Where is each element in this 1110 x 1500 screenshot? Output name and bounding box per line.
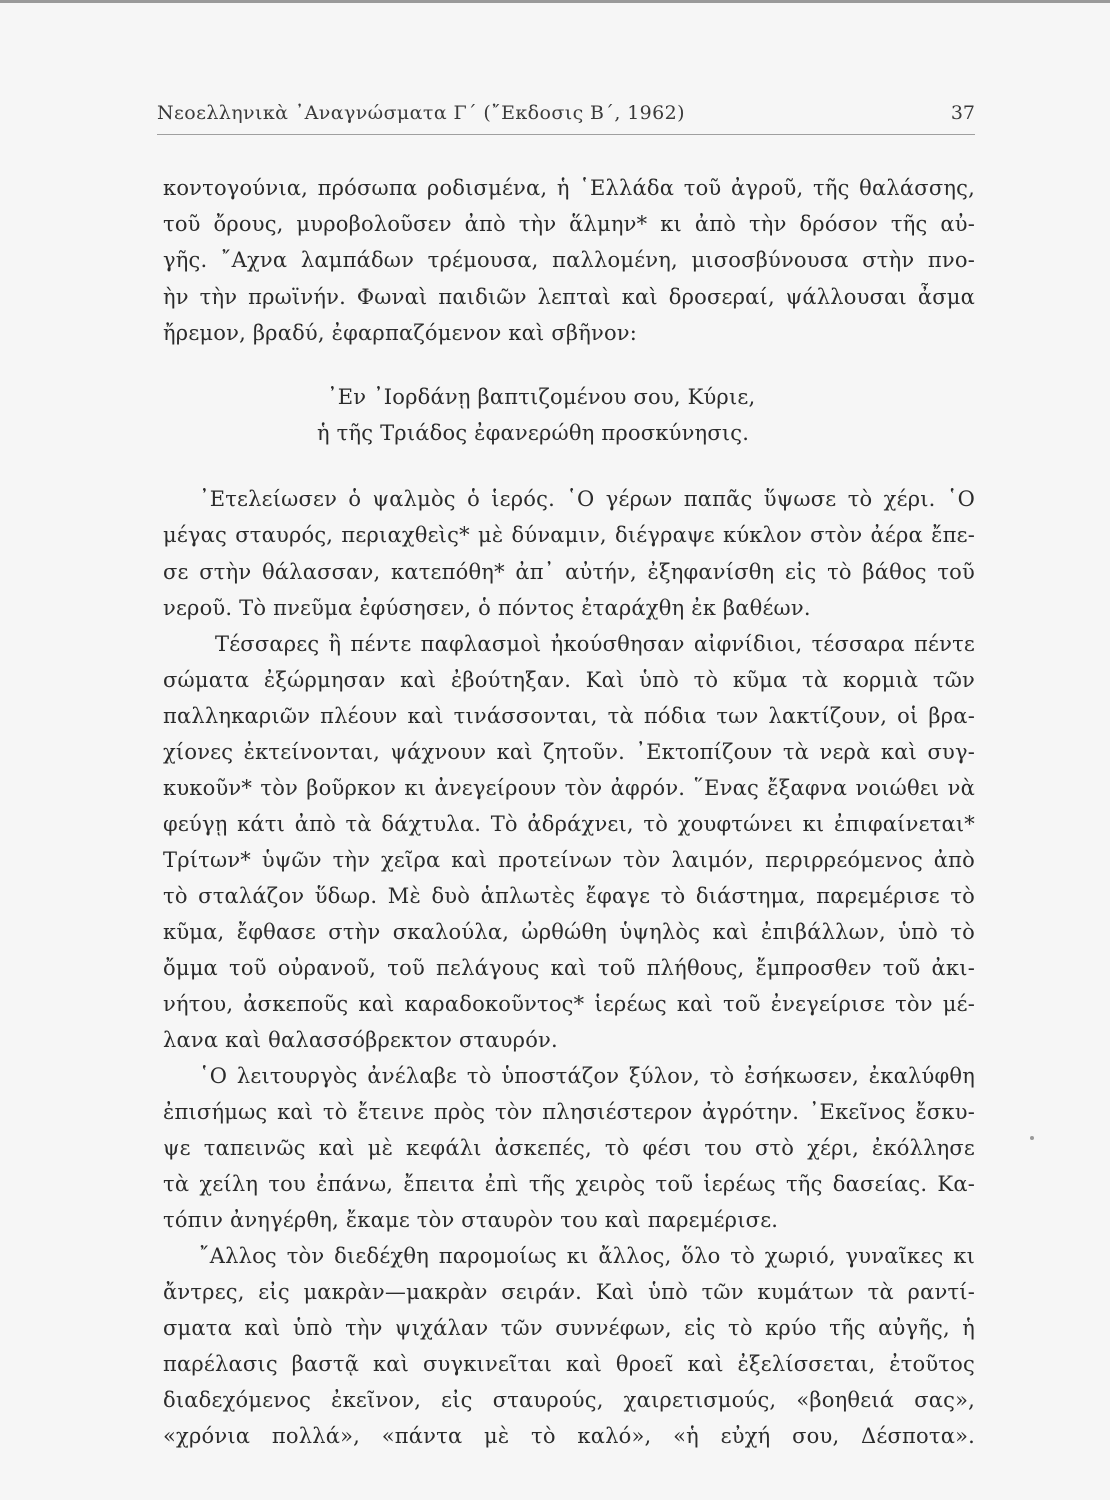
text-line: ἐπισήμως καὶ τὸ ἔτεινε πρὸς τὸν πλησιέστερον ἀγρότην. ᾿Εκεῖνος ἔσκυ- <box>163 1100 975 1124</box>
text-line: Τέσσαρες ἢ πέντε παφλασμοὶ ἠκούσθησαν αἰφνίδιοι, τέσσαρα πέντε <box>215 632 975 656</box>
text-line: ψε ταπεινῶς καὶ μὲ κεφάλι ἀσκεπές, τὸ φέσι του στὸ χέρι, ἐκόλλησε <box>163 1136 975 1160</box>
text-line: τὸ σταλάζον ὕδωρ. Μὲ δυὸ ἁπλωτὲς ἔφαγε τὸ διάστημα, παρεμέρισε τὸ <box>163 884 975 908</box>
text-line: κοντογούνια, πρόσωπα ροδισμένα, ἡ ῾Ελλάδα τοῦ ἀγροῦ, τῆς θαλάσσης, <box>163 176 975 200</box>
text-line: νεροῦ. Τὸ πνεῦμα ἐφύσησεν, ὁ πόντος ἐταράχθη ἐκ βαθέων. <box>163 596 811 620</box>
text-line: νήτου, ἀσκεποῦς καὶ καραδοκοῦντος* ἱερέως καὶ τοῦ ἐνεγείρισε τὸν μέ- <box>163 992 975 1016</box>
text-line: λανα καὶ θαλασσόβρεκτον σταυρόν. <box>163 1028 558 1052</box>
text-line: τὰ χείλη του ἐπάνω, ἔπειτα ἐπὶ τῆς χειρὸς τοῦ ἱερέως τῆς δασείας. Κα- <box>163 1172 975 1196</box>
text-line: ῎Αλλος τὸν διεδέχθη παρομοίως κι ἄλλος, ὅλο τὸ χωριό, γυναῖκες κι <box>199 1244 975 1268</box>
text-line: σώματα ἐξώρμησαν καὶ ἐβούτηξαν. Καὶ ὑπὸ τὸ κῦμα τὰ κορμιὰ τῶν <box>163 668 975 692</box>
text-line: σε στὴν θάλασσαν, κατεπόθη* ἀπ᾿ αὐτήν, ἐξηφανίσθη εἰς τὸ βάθος τοῦ <box>163 560 975 584</box>
text-line: σματα καὶ ὑπὸ τὴν ψιχάλαν τῶν συννέφων, εἰς τὸ κρύο τῆς αὐγῆς, ἡ <box>163 1316 975 1340</box>
text-line: διαδεχόμενος ἐκεῖνον, εἰς σταυρούς, χαιρετισμούς, «βοηθειά σας», <box>163 1388 975 1412</box>
text-line: παλληκαριῶν πλέουν καὶ τινάσσονται, τὰ πόδια των λακτίζουν, οἱ βρα- <box>163 704 975 728</box>
text-line: ὄμμα τοῦ οὐρανοῦ, τοῦ πελάγους καὶ τοῦ πλήθους, ἔμπροσθεν τοῦ ἀκι- <box>163 956 975 980</box>
text-line: κυκοῦν* τὸν βοῦρκον κι ἀνεγείρουν τὸν ἀφρόν. ῞Ενας ἔξαφνα νοιώθει νὰ <box>163 776 975 800</box>
text-line: Τρίτων* ὑψῶν τὴν χεῖρα καὶ προτείνων τὸν λαιμόν, περιρρεόμενος ἀπὸ <box>163 848 975 872</box>
text-line: παρέλασις βαστᾷ καὶ συγκινεῖται καὶ θροεῖ καὶ ἐξελίσσεται, ἐτοῦτος <box>163 1352 975 1376</box>
text-line: χίονες ἐκτείνονται, ψάχνουν καὶ ζητοῦν. ᾿Εκτοπίζουν τὰ νερὰ καὶ συγ- <box>163 740 975 764</box>
running-title: Νεοελληνικὰ ᾿Αναγνώσματα Γ΄ (῎Εκδοσις Β΄, 1962) <box>157 102 685 124</box>
text-line: τόπιν ἀνηγέρθη, ἔκαμε τὸν σταυρὸν του καὶ παρεμέρισε. <box>163 1208 779 1232</box>
text-line: ἄντρες, εἰς μακρὰν—μακρὰν σειράν. Καὶ ὑπὸ τῶν κυμάτων τὰ ραντί- <box>163 1280 975 1304</box>
paper-speck <box>1030 1136 1034 1140</box>
text-line: κῦμα, ἔφθασε στὴν σκαλούλα, ὠρθώθη ὑψηλὸς καὶ ἐπιβάλλων, ὑπὸ τὸ <box>163 920 975 944</box>
text-line: ἤρεμον, βραδύ, ἐφαρπαζόμενον καὶ σβῆνον: <box>163 321 638 345</box>
text-line: φεύγῃ κάτι ἀπὸ τὰ δάχτυλα. Τὸ ἀδράχνει, τὸ χουφτώνει κι ἐπιφαίνεται* <box>163 812 975 836</box>
page-number: 37 <box>950 102 975 124</box>
text-line: «χρόνια πολλά», «πάντα μὲ τὸ καλό», «ἡ εὐχή σου, Δέσποτα». <box>163 1424 975 1448</box>
text-line: ᾿Ετελείωσεν ὁ ψαλμὸς ὁ ἱερός. ῾Ο γέρων παπᾶς ὕψωσε τὸ χέρι. ῾Ο <box>199 487 975 511</box>
verse-line: ἡ τῆς Τριάδος ἐφανερώθη προσκύνησις. <box>317 421 750 445</box>
text-line: ὴν τὴν πρωϊνήν. Φωναὶ παιδιῶν λεπταὶ καὶ δροσεραί, ψάλλουσαι ἆσμα <box>163 285 975 309</box>
text-line: ῾Ο λειτουργὸς ἀνέλαβε τὸ ὑποστάζον ξύλον, τὸ ἐσήκωσεν, ἐκαλύφθη <box>199 1064 975 1088</box>
text-line: μέγας σταυρός, περιαχθεὶς* μὲ δύναμιν, διέγραψε κύκλον στὸν ἀέρα ἔπε- <box>163 523 975 547</box>
text-line: γῆς. ῎Αχνα λαμπάδων τρέμουσα, παλλομένη, μισοσβύνουσα στὴν πνο- <box>163 248 975 272</box>
verse-line: ᾿Εν ᾿Ιορδάνῃ βαπτιζομένου σου, Κύριε, <box>327 385 756 409</box>
text-line: τοῦ ὄρους, μυροβολοῦσεν ἀπὸ τὴν ἅλμην* κι ἀπὸ τὴν δρόσον τῆς αὐ- <box>163 212 975 236</box>
